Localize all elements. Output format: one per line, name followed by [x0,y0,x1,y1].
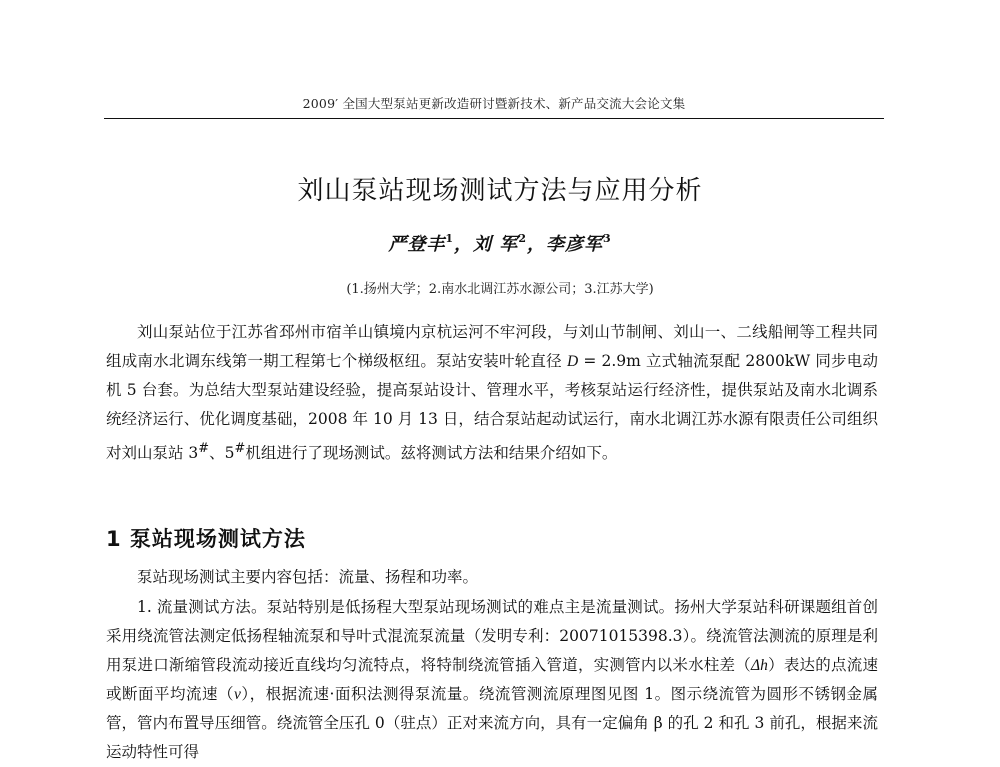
author-separator: ， [526,234,546,255]
author-line [0,230,1000,256]
author-3: 李彦军$^3$ [545,232,612,255]
paper-title: 刘山泵站现场测试方法与应用分析 [297,176,703,206]
author-separator: ， [454,234,474,255]
author-1: 严登丰$^1$ [388,232,455,255]
running-header: 2009′ 全国大型泵站更新改造研讨暨新技术、新产品交流大会论文集 [104,94,884,119]
affiliations: (1.扬州大学；2.南水北调江苏水源公司；3.江苏大学) [346,282,654,297]
flow-test-paragraph: 1. 流量测试方法。泵站特别是低扬程大型泵站现场测试的难点主是流量测试。扬州大学泵站科研课题组首创采用绕流管法测定低扬程轴流泵和导叶式混流泵流量（发明专利：20071015398.3）。绕流管法测流的原理是利用泵进口渐缩管段流动接近直线均匀流特点，将特制绕流管插入管道，实测管内以米水柱差（Δh）表达的点流速或断面平均流速（v），根据流速·面积法测得泵流量。绕流管测流原理图见图 1。图示绕流管为圆形不锈钢金属管，管内布置导压细管。绕流管全压孔 0（驻点）正对来流方向，具有一定偏角 β 的孔 2 和孔 3 前孔，根据来流运动特性可得 [106,598,878,761]
abstract-paragraph: 刘山泵站位于江苏省邳州市宿羊山镇境内京杭运河不牢河段，与刘山节制闸、刘山一、二线船闸等工程共同组成南水北调东线第一期工程第七个梯级枢纽。泵站安装叶轮直径 D = 2.9m 立式轴流泵配 2800kW 同步电动机 5 台套。为总结大型泵站建设经验，提高泵站设计、管理水平，考核泵站运行经济性，提供泵站及南水北调系统经济运行、优化调度基础，2008 年 10 月 13 日，结合泵站起动试运行，南水北调江苏水源有限责任公司组织对刘山泵站 3#、5#机组进行了现场测试。兹将测试方法和结果介绍如下。 [106,323,878,463]
section-intro: 泵站现场测试主要内容包括：流量、扬程和功率。 [137,568,479,586]
section-heading: 1 泵站现场测试方法 [106,527,306,551]
author-2: 刘 军$^2$ [473,232,527,255]
